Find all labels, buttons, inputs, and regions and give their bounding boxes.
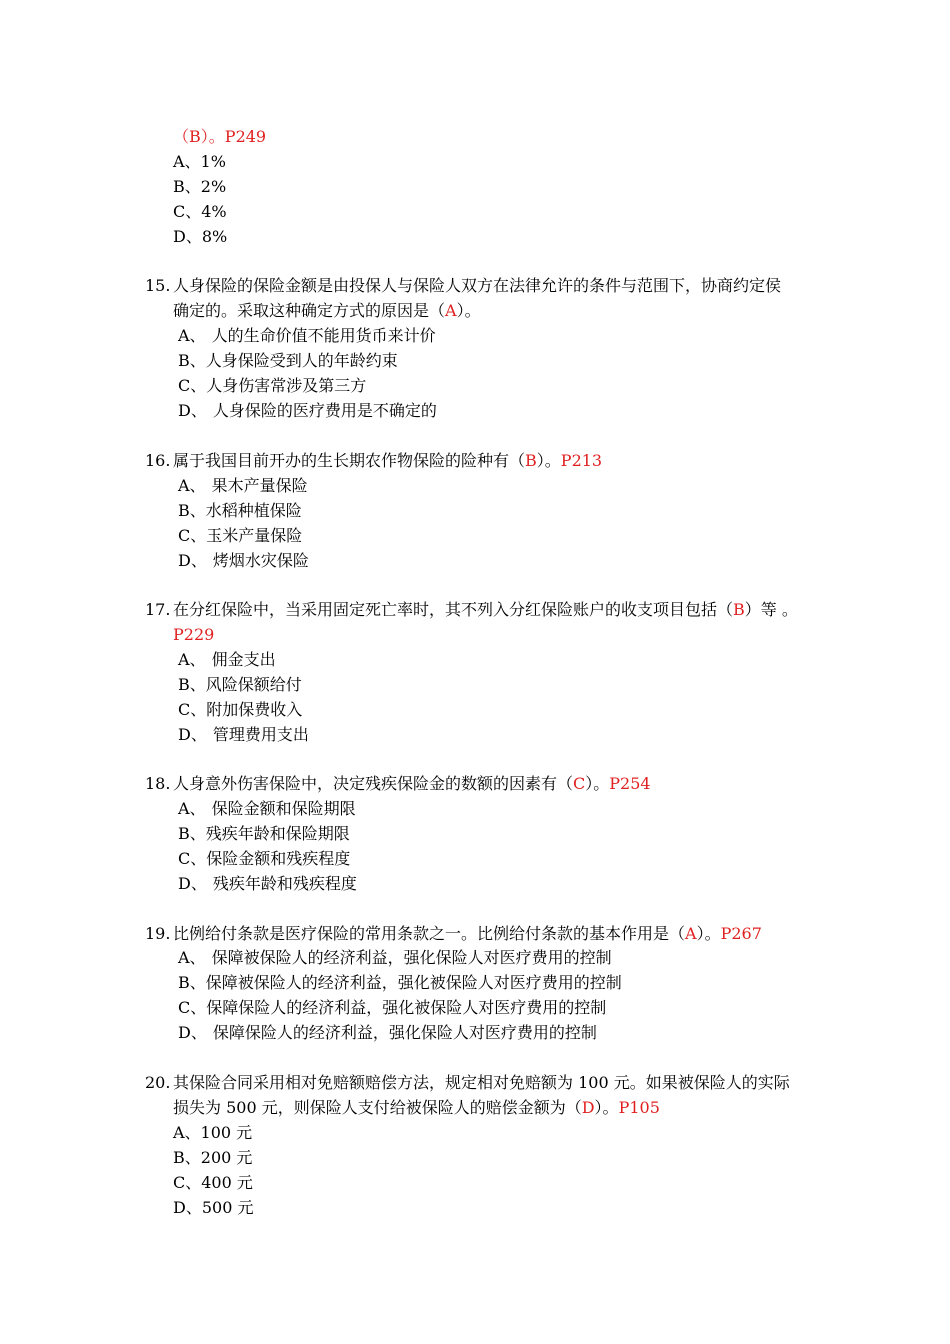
stem-text: 损失为 500 元，则保险人支付给被保险人的赔偿金额为（ [173,1098,582,1117]
option-label: A、 [178,326,206,345]
option-text: 果木产量保险 [211,476,308,495]
option-line [178,672,302,697]
page-reference: P267 [720,924,762,943]
option-text: 风险保额给付 [205,675,302,694]
option-line [178,548,309,573]
option-line [178,970,622,995]
option-label: C、 [178,376,207,395]
option-line [178,846,350,871]
option-text: 残疾年龄和保险期限 [205,824,350,843]
option-text: 保障保险人的经济利益，强化被保险人对医疗费用的控制 [206,998,607,1017]
option-text: 保障被保险人的经济利益，强化保险人对医疗费用的控制 [211,948,612,967]
option-text: 人身保险受到人的年龄约束 [205,351,398,370]
option-label: C、 [178,849,207,868]
option-line [178,796,356,821]
option-line [178,473,308,498]
option-label: B、 [178,351,206,370]
option-line: B、200 元 [173,1148,253,1167]
stem-text: ）。 [536,451,561,470]
option-text: 人身保险的医疗费用是不确定的 [212,401,437,420]
option-text: 附加保费收入 [206,700,303,719]
answer-letter: C [573,774,586,793]
option-text: 保障被保险人的经济利益，强化被保险人对医疗费用的控制 [205,973,622,992]
carryover-stem-tail [173,124,266,149]
answer-letter: B [733,600,745,619]
option-line [178,995,606,1020]
option-text: 管理费用支出 [212,725,309,744]
option-text: 水稻种植保险 [205,501,302,520]
question-stem-line [173,1095,660,1120]
question-stem-line: 人身保险的保险金额是由投保人与保险人双方在法律允许的条件与范围下，协商约定侯 [173,276,782,295]
question-stem-line [173,597,798,622]
answer-letter: A [445,301,457,320]
stem-text: ）。 [456,301,481,320]
option-line [178,373,366,398]
question-stem-line [173,622,214,647]
option-label: B、 [178,675,206,694]
answer-letter: A [685,924,697,943]
page-reference: P254 [609,774,651,793]
option-line [178,323,436,348]
option-label: C、 [178,700,207,719]
option-label: A、 [178,650,206,669]
option-line [178,722,309,747]
stem-text: ）等 。 [744,600,798,619]
option-text: 保险金额和保险期限 [211,799,356,818]
answer-letter: D [581,1098,595,1117]
option-label: D、 [178,1023,207,1042]
question-stem-line: 其保险合同采用相对免赔额赔偿方法，规定相对免赔额为 100 元。如果被保险人的实际 [173,1073,790,1092]
option-line [178,697,302,722]
option-label: C、 [178,526,207,545]
option-label: D、 [178,401,207,420]
option-line [178,871,357,896]
option-text: 人的生命价值不能用货币来计价 [211,326,436,345]
question-number: 17. [145,600,171,619]
stem-text: 比例给付条款是医疗保险的常用条款之一。比例给付条款的基本作用是（ [173,924,686,943]
option-line [178,945,612,970]
option-label: D、 [178,725,207,744]
question-number: 16. [145,451,171,470]
answer-letter: B [189,127,201,146]
question-stem-line [173,921,762,946]
stem-text: ）。 [594,1098,619,1117]
page-reference: P249 [224,127,267,146]
stem-text: 属于我国目前开办的生长期农作物保险的险种有（ [173,451,526,470]
stem-text: ）。 [696,924,721,943]
stem-text: ）。 [585,774,610,793]
option-label: A、 [178,948,206,967]
option-line [178,821,350,846]
option-line: A、100 元 [173,1123,253,1142]
option-label: B、 [178,973,206,992]
question-number: 15. [145,276,171,295]
answer-close-paren: ）。 [200,127,225,146]
option-text: 保险金额和残疾程度 [206,849,351,868]
option-line: C、400 元 [173,1173,253,1192]
page-reference: P213 [560,451,603,470]
option-line [178,523,302,548]
option-text: 人身伤害常涉及第三方 [206,376,367,395]
question-number: 19. [145,924,171,943]
page-reference: P105 [618,1098,660,1117]
option-line [178,348,398,373]
option-line: C、4% [173,202,227,221]
option-label: D、 [178,551,207,570]
option-line [178,1020,597,1045]
option-label: B、 [178,501,206,520]
question-number: 20. [145,1073,171,1092]
option-label: B、 [178,824,206,843]
stem-text: 确定的。采取这种确定方式的原因是（ [173,301,446,320]
option-line [178,647,276,672]
option-line: B、2% [173,177,227,196]
option-label: A、 [178,476,206,495]
question-stem-line [173,771,651,796]
question-stem-line [173,448,602,473]
option-line: A、1% [173,152,226,171]
option-text: 玉米产量保险 [206,526,303,545]
option-text: 佣金支出 [211,650,276,669]
option-label: A、 [178,799,206,818]
stem-text: 人身意外伤害保险中，决定残疾保险金的数额的因素有（ [173,774,574,793]
option-text: 残疾年龄和残疾程度 [212,874,357,893]
option-label: D、 [178,874,207,893]
answer-letter: B [525,451,537,470]
option-label: C、 [178,998,207,1017]
option-line: D、500 元 [173,1198,254,1217]
option-line [178,498,302,523]
option-text: 保障保险人的经济利益，强化保险人对医疗费用的控制 [212,1023,597,1042]
option-text: 烤烟水灾保险 [212,551,309,570]
stem-text: 在分红保险中，当采用固定死亡率时，其不列入分红保险账户的收支项目包括（ [173,600,734,619]
answer-open-paren: （ [173,127,190,146]
option-line [178,398,437,423]
question-number: 18. [145,774,171,793]
option-line: D、8% [173,227,228,246]
question-stem-line [173,298,481,323]
page-reference: P229 [173,625,215,644]
